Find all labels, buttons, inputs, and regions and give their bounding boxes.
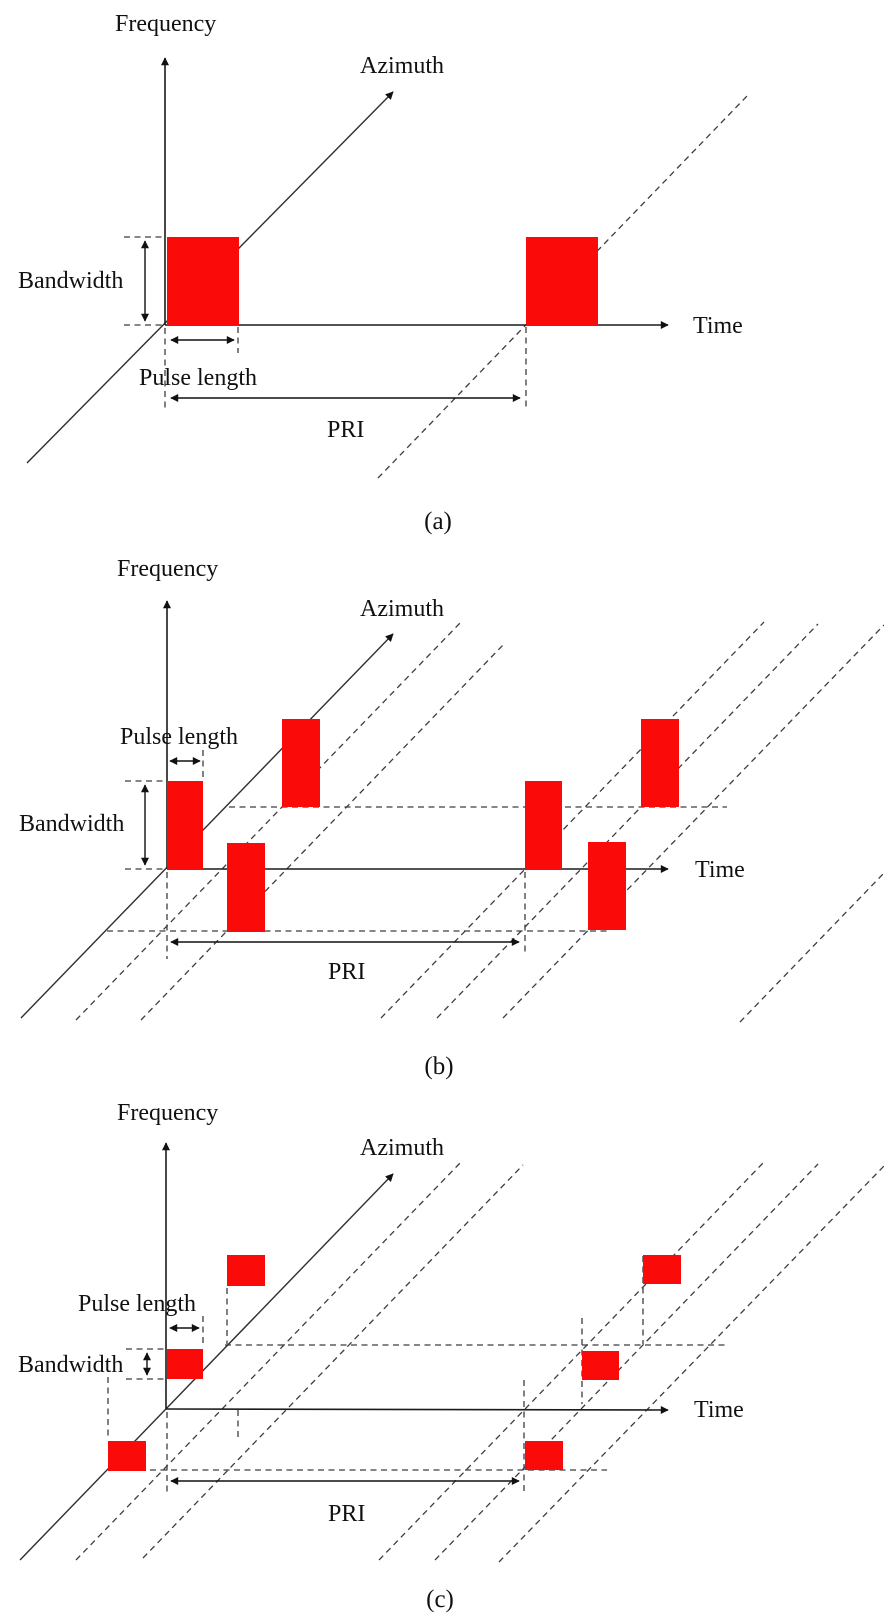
bandwidth-label: Bandwidth <box>18 1352 124 1378</box>
radar-pulse <box>167 1349 203 1379</box>
panel-a-caption: (a) <box>424 508 452 535</box>
azimuth-parallel-guide-4 <box>437 624 818 1018</box>
azimuth-axis-label: Azimuth <box>360 53 444 79</box>
pulse-length-label: Pulse length <box>78 1291 196 1317</box>
time-axis-label: Time <box>694 1397 744 1423</box>
pri-label: PRI <box>327 417 365 443</box>
azimuth-axis-label: Azimuth <box>360 1135 444 1161</box>
frequency-axis-label: Frequency <box>117 1100 219 1126</box>
radar-pulse <box>588 842 626 930</box>
radar-pulse <box>525 781 562 869</box>
radar-pulse <box>108 1441 146 1471</box>
bandwidth-label: Bandwidth <box>18 268 124 294</box>
pri-label: PRI <box>328 1501 366 1527</box>
radar-pulse <box>526 237 598 325</box>
time-axis-label: Time <box>693 313 743 339</box>
time-axis-label: Time <box>695 857 745 883</box>
pri-label: PRI <box>328 959 366 985</box>
radar-pulse <box>582 1351 619 1380</box>
panel-b-pulses <box>167 719 679 932</box>
panel-c-caption: (c) <box>426 1586 454 1613</box>
radar-pulse <box>227 1255 265 1286</box>
radar-pulse <box>641 719 679 807</box>
bandwidth-label: Bandwidth <box>19 811 125 837</box>
pulse-length-label: Pulse length <box>139 365 257 391</box>
radar-pulse <box>167 781 203 869</box>
radar-pulse <box>227 843 265 932</box>
azimuth-parallel-guide-3 <box>381 622 764 1018</box>
azimuth-axis-label: Azimuth <box>360 596 444 622</box>
time-axis <box>166 1409 668 1410</box>
pulse-length-label: Pulse length <box>120 724 238 750</box>
frequency-axis-label: Frequency <box>115 11 217 37</box>
radar-pulse <box>167 237 239 325</box>
panel-a-pulses <box>167 237 598 325</box>
azimuth-parallel-guide-1 <box>76 1162 461 1560</box>
radar-pulse <box>525 1441 563 1470</box>
panel-c <box>18 1100 884 1613</box>
panel-a <box>18 11 747 535</box>
panel-b <box>19 556 884 1080</box>
azimuth-parallel-guide-1 <box>76 622 461 1020</box>
azimuth-parallel-guide-3 <box>379 1162 764 1560</box>
azimuth-parallel-guide-4 <box>435 1164 818 1560</box>
radar-pulse <box>282 719 320 807</box>
frequency-axis-label: Frequency <box>117 556 219 582</box>
azimuth-parallel-guide-5 <box>499 1166 884 1562</box>
panel-b-caption: (b) <box>424 1053 454 1080</box>
radar-pulse <box>643 1255 681 1284</box>
azimuth-parallel-guide-6 <box>740 873 884 1022</box>
